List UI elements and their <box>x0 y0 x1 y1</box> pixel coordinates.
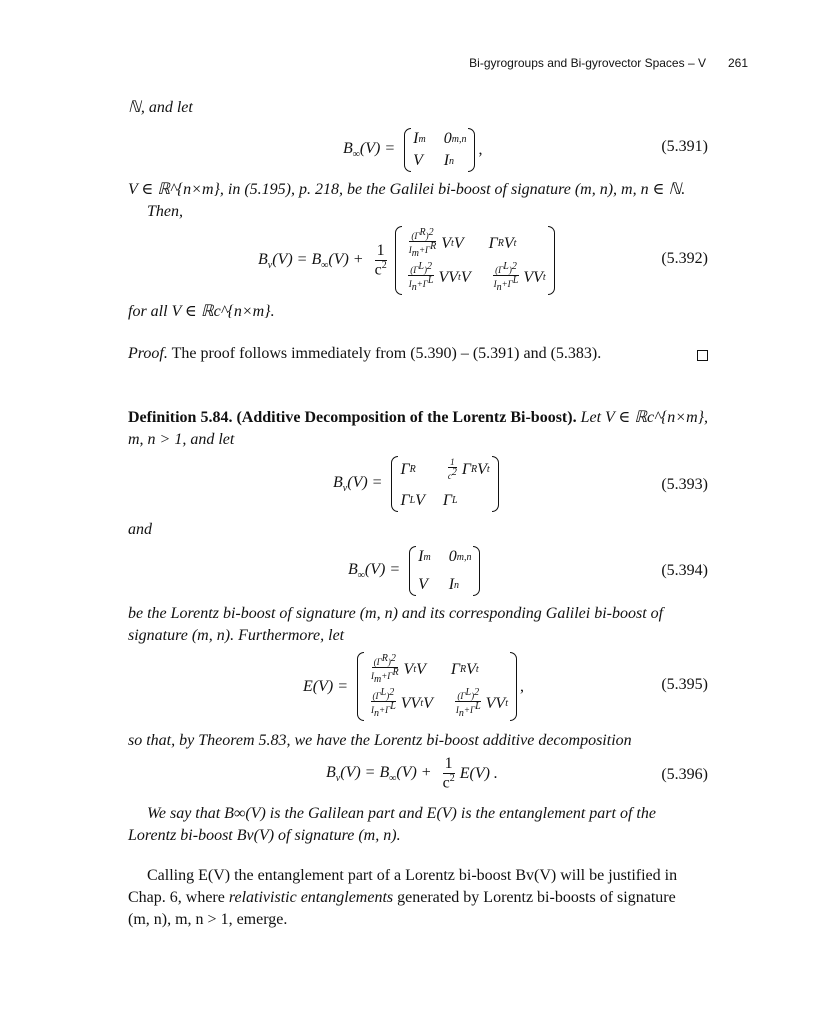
text-we-say-2: Lorentz bi-boost Bv(V) of signature (m, n). <box>128 827 401 844</box>
text-calling-2b: relativistic entanglements <box>228 889 394 906</box>
text-line-2: V ∈ ℝ^{n×m}, in (5.195), p. 218, be the Galilei bi-boost of signature (m, n), m, n ∈ ℕ. <box>128 181 686 198</box>
equation-number: (5.391) <box>661 138 708 155</box>
text-and: and <box>128 521 152 538</box>
equation-5-391: $B_\infty(V)$ = I m 0 m,n V I n , (5.391) <box>128 128 708 172</box>
proof-text: The proof follows immediately from (5.390) – (5.391) and (5.383). <box>171 345 602 362</box>
page-number: 261 <box>727 56 748 70</box>
proof-line <box>128 344 708 364</box>
definition-line-2: m, n > 1, and let <box>128 431 235 448</box>
text-forall: for all V ∈ ℝc^{n×m}. <box>128 303 275 320</box>
text-be-line-1: be the Lorentz bi-boost of signature (m, n) and its corresponding Galilei bi-boost of <box>128 605 664 622</box>
text-calling-2c: generated by Lorentz bi-boosts of signature <box>397 889 676 906</box>
qed-square <box>697 350 708 361</box>
definition-title: Definition 5.84. (Additive Decomposition of the Lorentz Bi-boost). <box>128 409 577 426</box>
running-title: Bi-gyrogroups and Bi-gyrovector Spaces – V <box>469 56 706 70</box>
equation-5-396: $B_v(V) = B_\infty(V)$ + $\frac{1}{c^2}$ E(V) . (5.396) <box>326 755 708 792</box>
equation-number: (5.392) <box>661 250 708 267</box>
text-calling-1: Calling E(V) the entanglement part of a Lorentz bi-boost Bv(V) will be justified in <box>147 867 678 884</box>
equation-number: (5.393) <box>661 476 708 493</box>
equation-number: (5.394) <box>661 562 708 579</box>
text-calling-2a: Chap. 6, where <box>128 889 225 906</box>
equation-5-393: $B_v(V)$ = Γ R $\frac{1}{c^2}$ Γ R V t Γ L V Γ L (5.393) <box>128 456 708 512</box>
equation-5-392: $B_v(V) = B_\infty(V)$ + $\frac{1}{c^2}$ $\frac{(\Gamma^R)^2}{I_m+\Gamma^R}$ V t V Γ R V t $\frac{(\Gamma^L)^2}{I_n+\Gamma^L}$ VV t V $\frac{(\Gamma^L)^2}{I_n+\Gamma^L}$ VV t (5.392) <box>128 226 708 296</box>
text-calling-3: (m, n), m, n > 1, emerge. <box>128 911 288 928</box>
equation-5-394: $B_\infty(V)$ = I m 0 m,n V I n (5.394) <box>128 546 708 594</box>
definition-let: Let V ∈ ℝc^{n×m}, <box>580 409 709 426</box>
running-head <box>469 56 748 70</box>
text-we-say-1: We say that B∞(V) is the Galilean part and E(V) is the entanglement part of the <box>147 805 656 822</box>
definition-heading <box>128 408 708 428</box>
text-then: Then, <box>147 203 183 220</box>
text-line-1: ℕ, and let <box>128 99 193 116</box>
equation-number: (5.395) <box>661 676 708 693</box>
equation-5-395: E(V) = $\frac{(\Gamma^R)^2}{I_m+\Gamma^R}$ V t V Γ R V t $\frac{(\Gamma^L)^2}{I_n+\Gamma^L}$ VV t V $\frac{(\Gamma^L)^2}{I_n+\Gamma^L}$ VV t , (5.395) <box>128 652 708 722</box>
equation-number: (5.396) <box>661 766 708 783</box>
text-so-that: so that, by Theorem 5.83, we have the Lorentz bi-boost additive decomposition <box>128 732 632 749</box>
text-calling-2 <box>128 888 708 908</box>
proof-label: Proof. <box>128 345 168 362</box>
text-be-line-2: signature (m, n). Furthermore, let <box>128 627 345 644</box>
